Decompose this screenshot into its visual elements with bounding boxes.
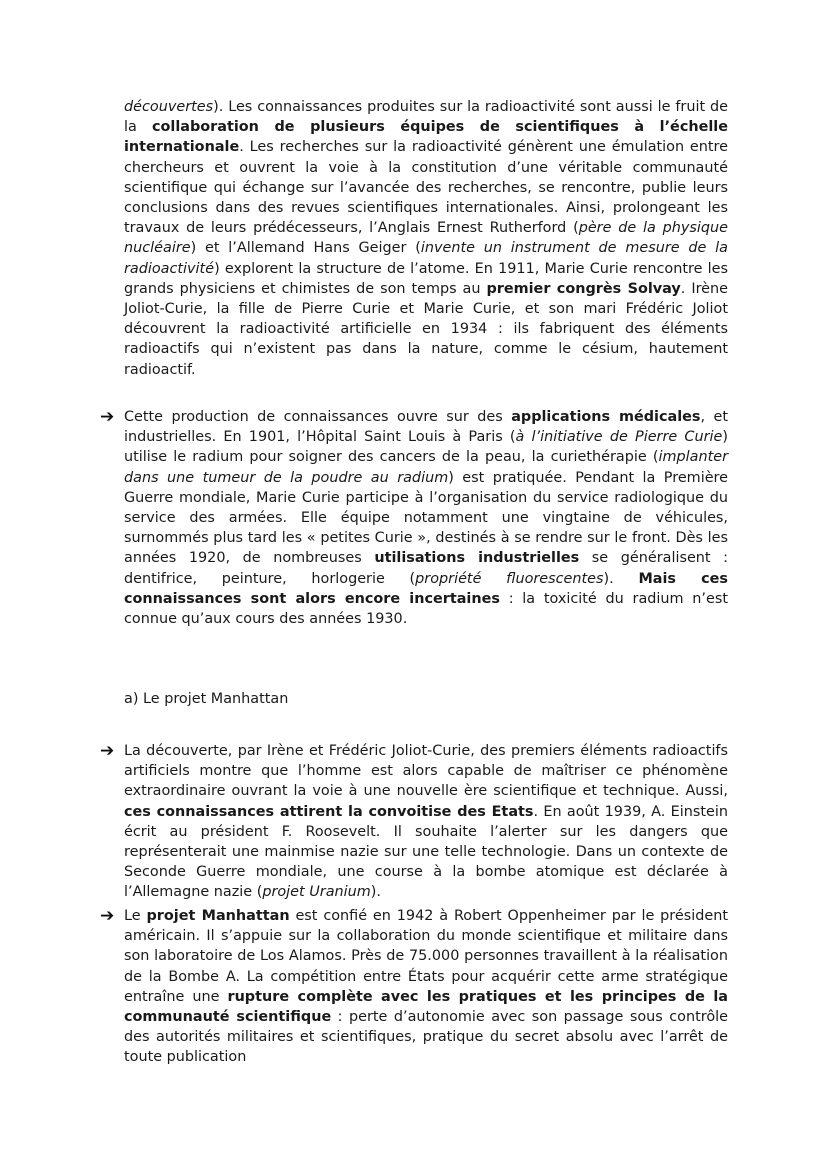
text-run: ). Les connaissances produites sur la radioactivité sont aussi le fruit de la [124, 99, 728, 136]
text-run: ) et l’Allemand Hans Geiger ( [190, 240, 421, 257]
paragraph-text [124, 407, 728, 629]
arrow-bullet-icon: ➔ [100, 906, 115, 926]
italic-text: projet Uranium [262, 884, 371, 901]
bold-text: ces connaissances attirent la convoitise des Etats [124, 803, 534, 820]
text-run: Cette production de connaissances ouvre sur des [124, 409, 512, 425]
text-run: La découverte, par Irène et Frédéric Joliot-Curie, des premiers éléments radioactifs artificiels montre que l’homme est alors capable de maîtriser ce phénomène extraordinaire ouvrant la voie à une nouvelle ère scientifique et technique. Aussi, [124, 743, 728, 800]
text-run: Le [124, 908, 147, 924]
section-heading-manhattan: a) Le projet Manhattan [124, 691, 289, 707]
paragraph-radioactivity-collaboration [124, 97, 728, 380]
text-run: . En août 1939, A. Einstein écrit au président F. Roosevelt. Il souhaite l’alerter sur les dangers que représenterait une mainmise nazie sur une telle technologie. Dans un contexte de Seconde Guerre mondiale, une course à la bombe atomique est déclarée à l’Allemagne nazie ( [124, 803, 729, 901]
text-run: est confié en 1942 à Robert Oppenheimer par le président américain. Il s’appuie sur la collaboration du monde scientifique et militaire dans son laboratoire de Los Alamos. Près de 75.000 personnes travaillent à la réalisation de la Bombe A. La compétition entre États pour acquérir cette arme stratégique entraîne une [124, 908, 728, 1005]
bold-text: rupture complète avec les pratiques et les principes de la communauté scientifique [124, 988, 728, 1026]
paragraph-state-interest [100, 741, 729, 903]
text-run: ) utilise le radium pour soigner des cancers de la peau, la curiethérapie ( [124, 429, 728, 466]
italic-text: invente un instrument de mesure de la radioactivité [124, 240, 728, 277]
paragraph-manhattan-project [100, 906, 728, 1068]
arrow-bullet-icon: ➔ [100, 741, 115, 761]
text-run: . Irène Joliot-Curie, la fille de Pierre Curie et Marie Curie, et son mari Frédéric Joliot découvrent la radioactivité artificielle en 1934 : ils fabriquent des éléments radioactifs qui n’existent pas dans la nature, comme le césium, hautement radioactif. [124, 280, 728, 378]
text-run: ). [370, 884, 381, 901]
bold-text: utilisations industrielles [374, 550, 580, 567]
arrow-bullet-icon: ➔ [100, 407, 115, 427]
paragraph-text [124, 906, 728, 1068]
bold-text: collaboration de plusieurs équipes de scientifiques à l’échelle internationale [124, 119, 728, 156]
italic-text: découvertes [124, 99, 214, 115]
bold-text: premier congrès Solvay [486, 280, 681, 297]
italic-text: père de la physique nucléaire [124, 220, 728, 257]
text-run: , et industrielles. En 1901, l’Hôpital Saint Louis à Paris ( [124, 409, 728, 446]
bold-text: Mais ces connaissances sont alors encore incertaines [124, 570, 728, 607]
text-run: : la toxicité du radium n’est connue qu’aux cours des années 1930. [124, 590, 728, 628]
text-run: ). [603, 570, 639, 587]
text-run: ) explorent la structure de l’atome. En 1911, Marie Curie rencontre les grands physiciens et chimistes de son temps au [124, 260, 728, 297]
italic-text: propriété fluorescentes [415, 570, 604, 587]
paragraph-medical-applications [100, 407, 729, 629]
paragraph-text [124, 97, 728, 380]
text-run: . Les recherches sur la radioactivité génèrent une émulation entre chercheurs et ouvrent la voie à la constitution d’une véritable communauté scientifique qui échange sur l’avancée des recherches, se rencontre, publie leurs conclusions dans des revues scientifiques internationales. Ainsi, prolongeant les travaux de leurs prédécesseurs, l’Anglais Ernest Rutherford ( [124, 139, 728, 237]
bold-text: applications médicales [511, 409, 701, 425]
text-run: ) est pratiquée. Pendant la Première Guerre mondiale, Marie Curie participe à l’organisation du service radiologique du service des armées. Elle équipe notamment une vingtaine de véhicules, surnommés plus tard les « petites Curie », destinés à se rendre sur le front. Dès les années 1920, de nombreuses [124, 469, 729, 567]
text-run: se généralisent : dentifrice, peinture, horlogerie ( [124, 550, 729, 587]
italic-text: à l’initiative de Pierre Curie [515, 429, 723, 446]
paragraph-text [124, 741, 728, 903]
bold-text: projet Manhattan [146, 908, 290, 924]
italic-text: implanter dans une tumeur de la poudre au radium [124, 449, 728, 486]
text-run: : perte d’autonomie avec son passage sous contrôle des autorités militaires et scientifiques, pratique du secret absolu avec l’arrêt de toute publication [124, 1009, 728, 1066]
